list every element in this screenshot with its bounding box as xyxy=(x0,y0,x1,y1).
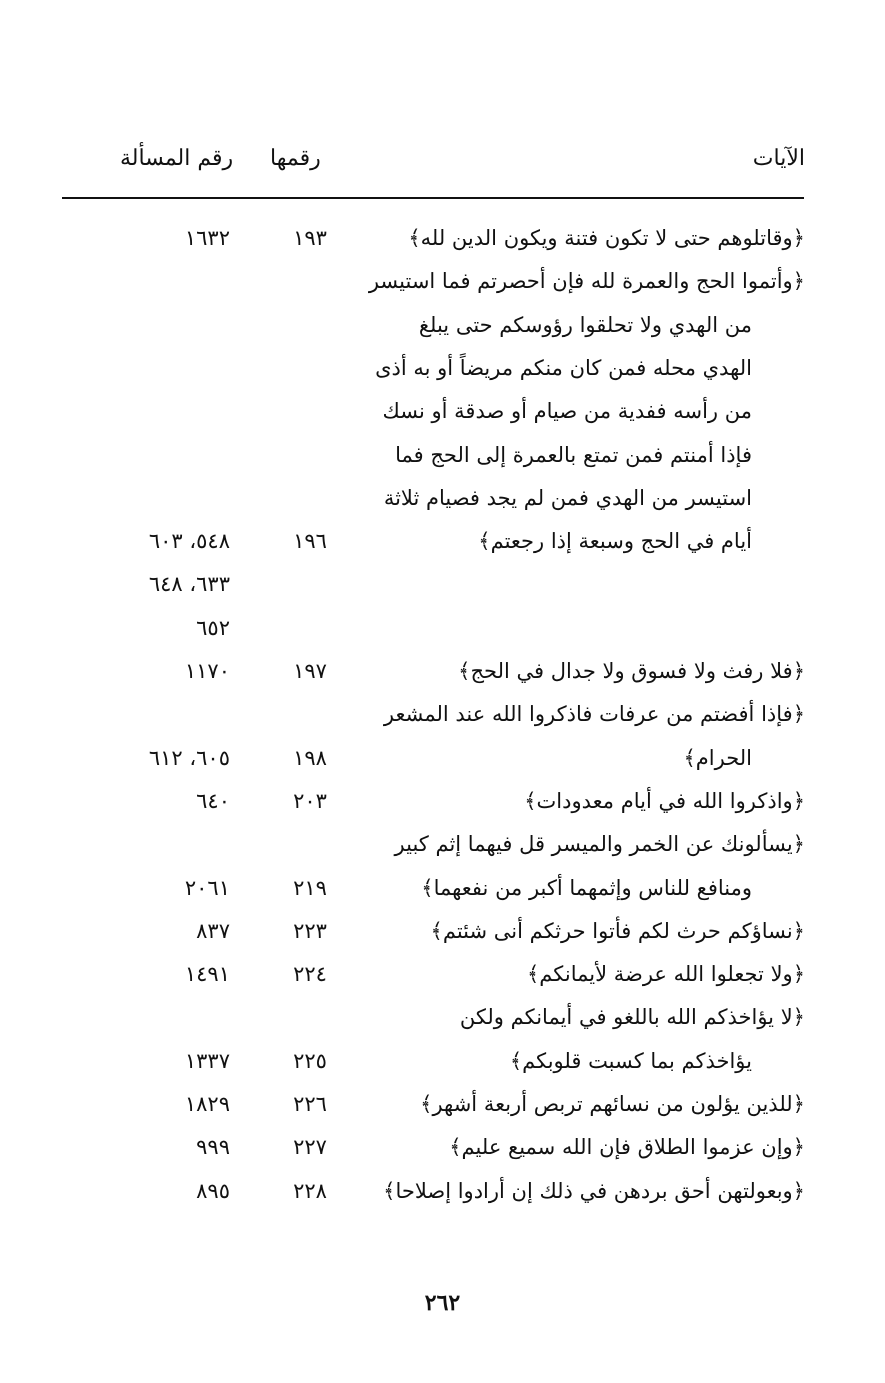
table-row xyxy=(0,616,885,654)
verse-text: ﴿يسألونك عن الخمر والميسر قل فيهما إثم كبير xyxy=(394,832,805,857)
issue-number: ٦٥٢ xyxy=(196,615,230,640)
table-row xyxy=(0,443,885,481)
verse-text: ﴿وبعولتهن أحق بردهن في ذلك إن أرادوا إصلاحا﴾ xyxy=(383,1178,805,1203)
issue-number: ٢٠٦١ xyxy=(184,875,230,900)
issue-number: ٦٤٠ xyxy=(196,788,230,813)
header-verse-number: رقمها xyxy=(270,146,321,171)
issue-number: ٨٩٥ xyxy=(196,1178,230,1203)
verse-number: ٢٢٧ xyxy=(293,1135,327,1160)
issue-number: ٩٩٩ xyxy=(196,1135,230,1160)
verse-number: ٢٢٤ xyxy=(293,962,327,987)
table-row xyxy=(0,1135,885,1173)
verse-number: ٢١٩ xyxy=(293,875,327,900)
page-number: ٢٦٢ xyxy=(424,1290,461,1316)
table-row xyxy=(0,702,885,740)
table-row xyxy=(0,789,885,827)
verse-text: من رأسه ففدية من صيام أو صدقة أو نسك xyxy=(382,399,752,424)
table-row xyxy=(0,486,885,524)
table-row xyxy=(0,876,885,914)
verse-text: ﴿وقاتلوهم حتى لا تكون فتنة ويكون الدين لله﴾ xyxy=(408,226,805,250)
verse-text: ﴿وأتموا الحج والعمرة لله فإن أحصرتم فما استيسر xyxy=(368,269,805,294)
issue-number: ١٦٣٢ xyxy=(184,226,230,250)
verse-number: ٢٢٨ xyxy=(293,1178,327,1203)
table-row xyxy=(0,226,885,264)
verse-number: ١٩٨ xyxy=(293,745,327,770)
table-row xyxy=(0,962,885,1000)
table-row xyxy=(0,529,885,567)
verse-text: ﴿لا يؤاخذكم الله باللغو في أيمانكم ولكن xyxy=(459,1005,805,1030)
verse-text: يؤاخذكم بما كسبت قلوبكم﴾ xyxy=(509,1048,752,1073)
issue-number: ٦٣٣، ٦٤٨ xyxy=(148,572,230,597)
table-row xyxy=(0,746,885,784)
table-row xyxy=(0,832,885,870)
issue-number: ١٣٣٧ xyxy=(184,1048,230,1073)
verse-text: ﴿فإذا أفضتم من عرفات فاذكروا الله عند المشعر xyxy=(383,702,805,727)
table-row xyxy=(0,1049,885,1087)
verse-text: من الهدي ولا تحلقوا رؤوسكم حتى يبلغ xyxy=(418,312,752,337)
verse-text: ﴿ولا تجعلوا الله عرضة لأيمانكم﴾ xyxy=(526,962,805,987)
verse-text: ﴿فلا رفث ولا فسوق ولا جدال في الحج﴾ xyxy=(458,659,805,683)
verse-number: ١٩٧ xyxy=(293,659,327,683)
verse-text: ﴿واذكروا الله في أيام معدودات﴾ xyxy=(524,788,805,813)
table-row xyxy=(0,659,885,697)
verse-text: الهدي محله فمن كان منكم مريضاً أو به أذى xyxy=(375,355,752,380)
issue-number: ٦٠٥، ٦١٢ xyxy=(148,745,230,770)
issue-number: ١٨٢٩ xyxy=(184,1092,230,1116)
verse-text: ﴿وإن عزموا الطلاق فإن الله سميع عليم﴾ xyxy=(449,1135,805,1160)
table-row xyxy=(0,313,885,351)
verse-text: ﴿نساؤكم حرث لكم فأتوا حرثكم أنى شئتم﴾ xyxy=(430,918,805,943)
table-row xyxy=(0,356,885,394)
verse-text: استيسر من الهدي فمن لم يجد فصيام ثلاثة xyxy=(383,485,752,510)
issue-number: ١٤٩١ xyxy=(184,962,230,987)
table-row xyxy=(0,1092,885,1130)
verse-text: الحرام﴾ xyxy=(683,745,752,770)
table-row xyxy=(0,919,885,957)
verse-number: ٢٠٣ xyxy=(293,788,327,813)
verse-number: ٢٢٥ xyxy=(293,1048,327,1073)
verse-text: ﴿للذين يؤلون من نسائهم تربص أربعة أشهر﴾ xyxy=(420,1092,805,1116)
table-row xyxy=(0,1005,885,1043)
issue-number: ١١٧٠ xyxy=(184,659,230,683)
issue-number: ٨٣٧ xyxy=(196,918,230,943)
table-row xyxy=(0,269,885,307)
verse-number: ٢٢٦ xyxy=(293,1092,327,1116)
table-row xyxy=(0,572,885,610)
table-row xyxy=(0,1179,885,1217)
verse-text: ومنافع للناس وإثمهما أكبر من نفعهما﴾ xyxy=(421,875,752,900)
verse-text: أيام في الحج وسبعة إذا رجعتم﴾ xyxy=(478,529,752,554)
issue-number: ٥٤٨، ٦٠٣ xyxy=(148,529,230,554)
verse-number: ١٩٣ xyxy=(293,226,327,250)
verse-number: ٢٢٣ xyxy=(293,918,327,943)
verse-number: ١٩٦ xyxy=(293,529,327,554)
verse-text: فإذا أمنتم فمن تمتع بالعمرة إلى الحج فما xyxy=(395,442,752,467)
header-verses: الآيات xyxy=(752,146,805,171)
table-row xyxy=(0,399,885,437)
header-issue-number: رقم المسألة xyxy=(120,146,234,171)
